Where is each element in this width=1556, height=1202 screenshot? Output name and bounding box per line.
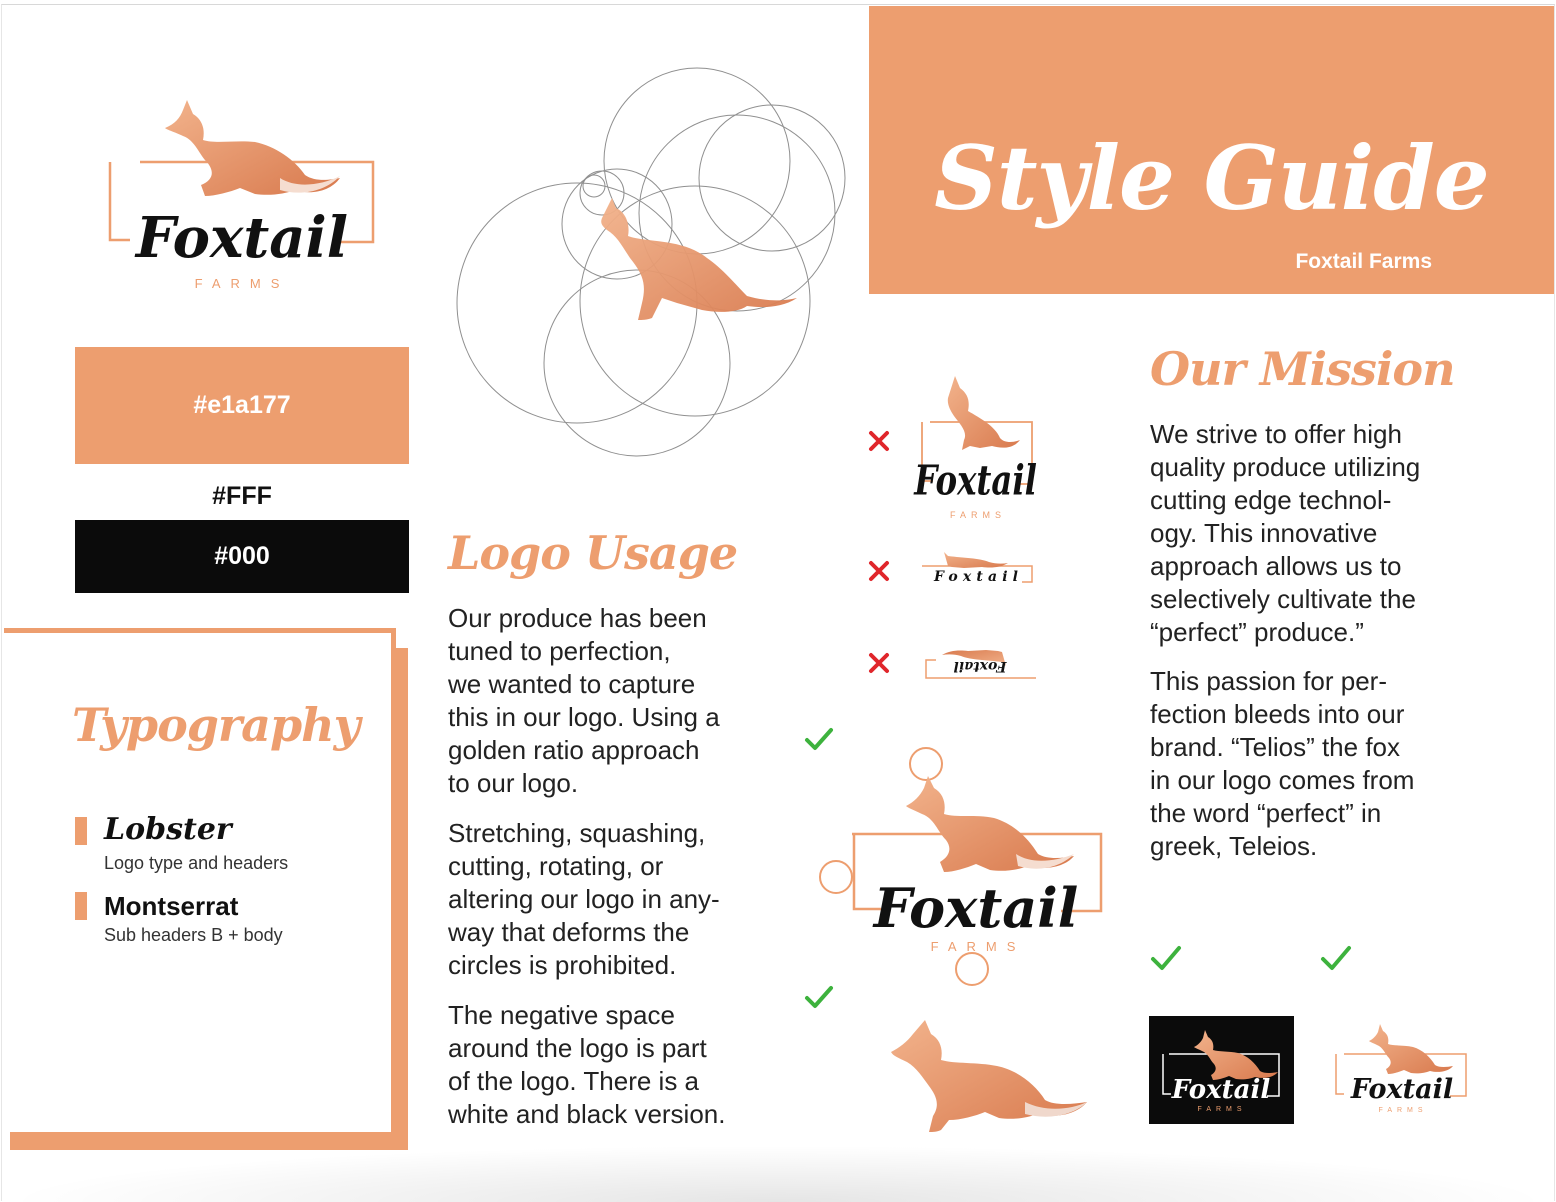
logo-usage-paragraph xyxy=(448,999,725,1131)
logo-usage-paragraph xyxy=(448,817,720,982)
primary-logo xyxy=(105,100,380,295)
text-line: around the logo is part xyxy=(448,1033,707,1063)
x-mark-icon xyxy=(868,652,890,674)
text-line: ogy. This innovative xyxy=(1150,518,1378,548)
color-swatch-black xyxy=(75,520,409,593)
logo-wordmark: Foxtail xyxy=(914,455,1037,505)
correct-logo-with-clearspace xyxy=(816,746,1106,991)
color-swatch-label: #e1a177 xyxy=(193,391,291,419)
text-line: selectively cultivate the xyxy=(1150,584,1416,614)
header-banner xyxy=(869,6,1554,294)
x-mark-icon xyxy=(868,560,890,582)
font-accent-bar xyxy=(75,817,87,845)
logo-wordmark: Foxtail xyxy=(1171,1075,1271,1105)
fox-logo-icon xyxy=(1149,1016,1294,1124)
text-line: to our logo. xyxy=(448,768,579,798)
text-line: This passion for per- xyxy=(1150,666,1387,696)
text-line: quality produce utilizing xyxy=(1150,452,1421,482)
correct-fox-mark xyxy=(885,1020,1090,1135)
typography-heading: Typography xyxy=(72,698,360,752)
text-line: circles is prohibited. xyxy=(448,950,677,980)
text-line: white and black version. xyxy=(448,1099,726,1129)
logo-usage-paragraph xyxy=(448,602,720,800)
fox-logo-icon xyxy=(1322,1016,1472,1124)
fox-logo-icon xyxy=(105,100,380,295)
color-swatch-label: #FFF xyxy=(212,481,272,510)
logo-tagline: FARMS xyxy=(949,510,1007,520)
logo-wordmark: Foxtail xyxy=(135,205,349,271)
font-accent-bar xyxy=(75,892,87,920)
check-mark-icon xyxy=(804,984,834,1010)
mission-heading: Our Mission xyxy=(1150,342,1455,396)
logo-wordmark: Foxtail xyxy=(1350,1074,1454,1105)
text-line: greek, Teleios. xyxy=(1150,831,1318,861)
logo-wordmark: Foxtail xyxy=(953,658,1007,674)
logo-tagline: FARMS xyxy=(194,276,290,291)
text-line: golden ratio approach xyxy=(448,735,700,765)
check-mark-icon xyxy=(1320,944,1352,972)
text-line: tuned to perfection, xyxy=(448,636,671,666)
incorrect-logo-squashed xyxy=(900,376,1040,521)
fox-logo-icon xyxy=(900,376,1040,521)
logo-tagline: FARMS xyxy=(930,939,1026,954)
mission-paragraph xyxy=(1150,418,1420,649)
font-description: Logo type and headers xyxy=(104,853,289,873)
text-line: we wanted to capture xyxy=(448,669,696,699)
golden-ratio-construction xyxy=(452,58,872,463)
x-mark-icon xyxy=(868,430,890,452)
text-line: approach allows us to xyxy=(1150,551,1402,581)
text-line: “perfect” produce.” xyxy=(1150,617,1364,647)
text-line: cutting, rotating, or xyxy=(448,851,664,881)
incorrect-logo-stretched xyxy=(904,546,1036,588)
text-line: this in our logo. Using a xyxy=(448,702,720,732)
logo-usage-heading: Logo Usage xyxy=(448,526,738,580)
font-name-montserrat: Montserrat xyxy=(104,891,239,921)
text-line: brand. “Telios” the fox xyxy=(1150,732,1401,762)
logo-tagline: FARMS xyxy=(1378,1107,1428,1114)
page-shadow xyxy=(0,1145,1556,1202)
color-swatch-primary xyxy=(75,347,409,464)
check-mark-icon xyxy=(1150,944,1182,972)
logo-black-version xyxy=(1149,1016,1294,1124)
logo-wordmark: Foxtail xyxy=(873,876,1079,940)
fox-logo-icon xyxy=(914,644,1046,686)
text-line: The negative space xyxy=(448,1000,675,1030)
color-swatch-label: #000 xyxy=(214,542,270,570)
logo-tagline: FARMS xyxy=(1197,1106,1247,1113)
text-line: in our logo comes from xyxy=(1150,765,1415,795)
fox-logo-icon xyxy=(816,746,1106,991)
text-line: cutting edge technol- xyxy=(1150,485,1392,515)
fox-logo-icon xyxy=(904,546,1036,588)
logo-wordmark: Foxtail xyxy=(934,569,1018,585)
text-line: Stretching, squashing, xyxy=(448,818,706,848)
text-line: fection bleeds into our xyxy=(1150,699,1405,729)
text-line: We strive to offer high xyxy=(1150,419,1402,449)
fox-icon xyxy=(885,1020,1090,1135)
page-subtitle: Foxtail Farms xyxy=(1295,250,1432,273)
font-name-lobster: Lobster xyxy=(104,812,232,847)
color-swatch-white xyxy=(75,477,409,515)
text-line: the word “perfect” in xyxy=(1150,798,1382,828)
font-description: Sub headers B + body xyxy=(104,925,283,945)
text-line: way that deforms the xyxy=(448,917,690,947)
text-line: altering our logo in any- xyxy=(448,884,720,914)
logo-white-version xyxy=(1322,1016,1472,1124)
text-line: of the logo. There is a xyxy=(448,1066,700,1096)
golden-ratio-circles-icon xyxy=(452,58,872,463)
page-title: Style Guide xyxy=(934,126,1489,230)
incorrect-logo-rotated xyxy=(914,644,1046,686)
text-line: Our produce has been xyxy=(448,603,707,633)
mission-paragraph xyxy=(1150,665,1414,863)
